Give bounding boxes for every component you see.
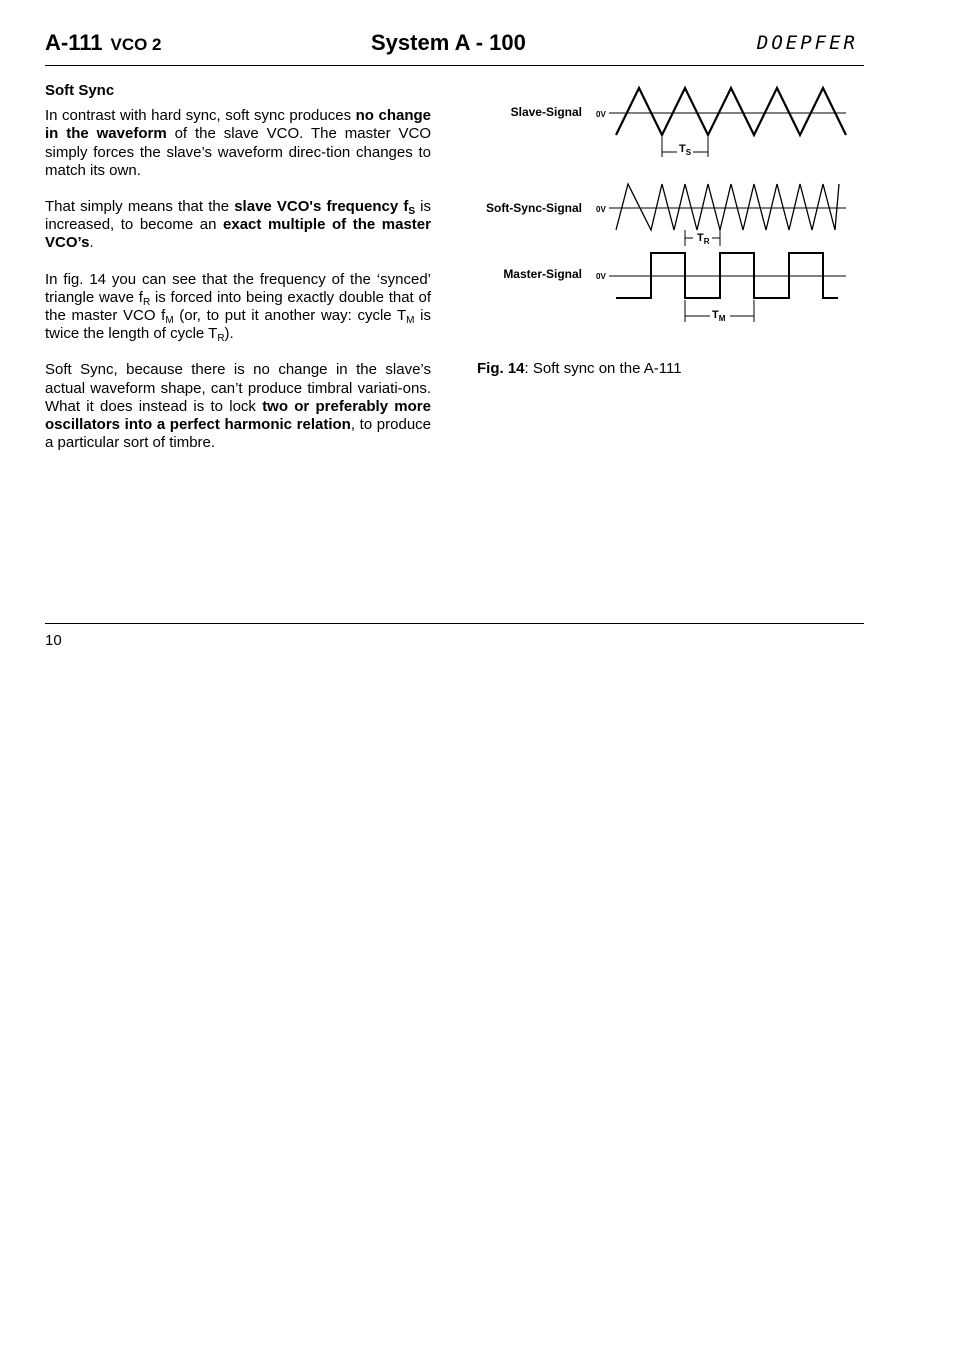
text-column: [45, 82, 431, 470]
module-title: [45, 30, 162, 56]
text-run: That simply means that the: [45, 198, 235, 216]
text-run: of the slave VCO. The master VCO simply forces the slave’s waveform direc-tion changes to match its own.: [45, 125, 431, 179]
bold-run: no change in the waveform: [45, 107, 432, 143]
master-signal-label: Master-Signal: [503, 267, 582, 281]
module-number: A-111: [45, 30, 103, 55]
text-run: is forced into being exactly double that of the master VCO f: [45, 288, 432, 325]
caption-text: : Soft sync on the A-111: [524, 360, 682, 377]
bold-run: two or preferably more oscillators into a perfect harmonic relation: [45, 397, 431, 434]
slave-signal-label: Slave-Signal: [510, 105, 582, 119]
text-run: is twice the length of cycle T: [45, 307, 431, 343]
paragraph-2: [45, 198, 431, 253]
text-run: Soft Sync, because there is no change in the slave’s actual waveform shape, can’t produce timbral variati-ons. What it does instead is to lock: [45, 361, 431, 415]
soft-sync-triangle-wave: [616, 184, 839, 230]
section-title: Soft Sync: [45, 82, 115, 99]
soft-sync-zero-label: 0V: [596, 205, 606, 214]
text-run: (or, to put it another way: cycle T: [173, 307, 407, 325]
module-subtitle: VCO 2: [110, 35, 162, 54]
header-rule: [45, 65, 864, 66]
period-subscript: M: [718, 314, 726, 323]
bold-run: [234, 198, 416, 218]
subscript: R: [142, 296, 151, 308]
text-run: ).: [224, 325, 234, 343]
subscript: R: [217, 333, 225, 345]
text-run: is increased, to become an: [45, 198, 432, 234]
text-run: In fig. 14 you can see that the frequency of the ‘synced’ triangle wave f: [45, 270, 431, 306]
subscript: M: [165, 315, 174, 327]
paragraph-1: [45, 107, 431, 180]
system-title: System A - 100: [371, 30, 526, 55]
tm-label: [712, 309, 726, 323]
period-letter: T: [679, 143, 686, 155]
subscript: M: [406, 315, 415, 327]
tr-label: [697, 232, 710, 246]
slave-zero-label: 0V: [596, 110, 606, 119]
text-run: .: [89, 234, 94, 252]
page-number: 10: [45, 632, 62, 649]
period-letter: T: [697, 232, 704, 244]
period-subscript: S: [685, 148, 692, 157]
caption-label: Fig. 14: [477, 360, 525, 377]
brand-logo: DOEPFER: [756, 32, 858, 54]
paragraph-3: [45, 271, 431, 344]
footer-rule: [45, 623, 864, 624]
text-run: In contrast with hard sync, soft sync produces: [45, 107, 356, 125]
soft-sync-signal-label: Soft-Sync-Signal: [485, 201, 582, 215]
subscript: S: [408, 206, 416, 218]
page-header: [45, 28, 864, 64]
master-zero-label: 0V: [596, 272, 606, 281]
period-letter: T: [712, 309, 719, 321]
period-subscript: R: [703, 237, 710, 246]
text-run: slave VCO's frequency f: [234, 198, 409, 216]
slave-triangle-wave: [616, 88, 846, 135]
soft-sync-waveform-figure: [476, 80, 856, 330]
paragraph-4: [45, 361, 431, 452]
text-run: , to produce a particular sort of timbre.: [45, 416, 432, 452]
ts-label: [679, 143, 692, 157]
figure-caption: [477, 360, 682, 377]
bold-run: exact multiple of the master VCO’s: [45, 216, 431, 252]
